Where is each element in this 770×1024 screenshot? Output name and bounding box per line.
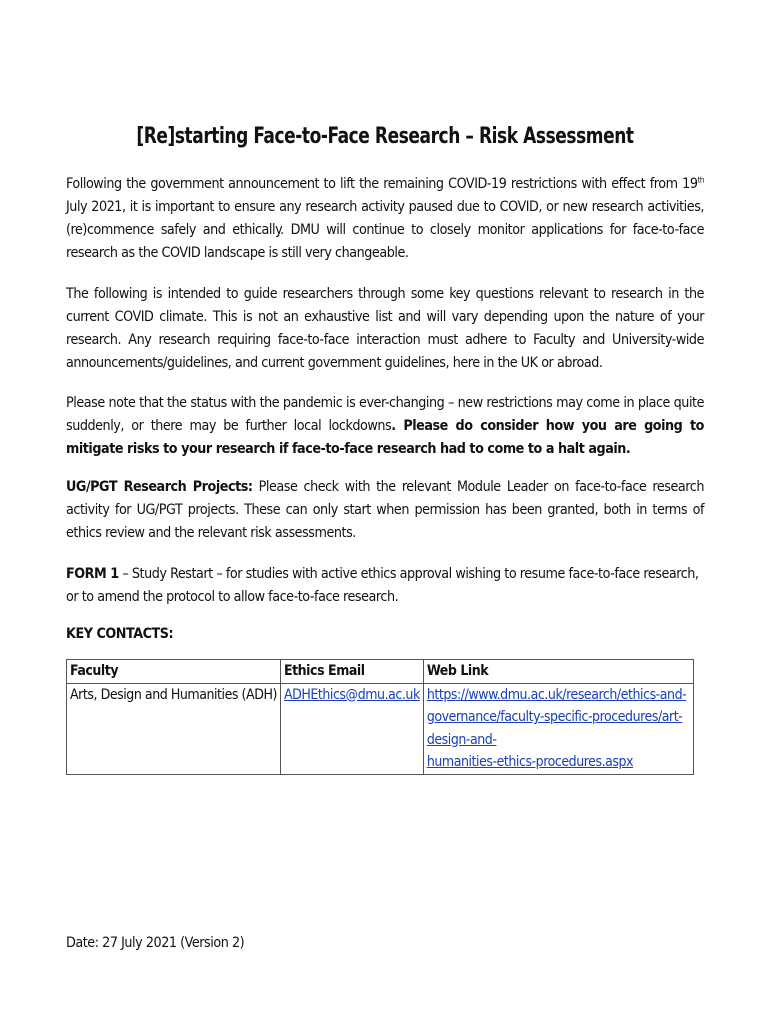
- intro-text-part1: Following the government announcement to lift the remaining COVID-19 restrictions with effect from 19: [66, 176, 698, 192]
- ug-pgt-text: Please check with the relevant Module Leader on face-to-face research activity for UG/PGT projects. These can only start when permission has been granted, both in terms of ethics review and the relevant risk assessments.: [66, 479, 704, 541]
- key-contacts-heading: KEY CONTACTS:: [66, 626, 174, 642]
- header-ethics-email: Ethics Email: [280, 660, 423, 684]
- key-contacts-heading-wrap: [66, 623, 704, 646]
- web-link-line-2: governance/faculty-specific-procedures/art-design-and-: [426, 709, 683, 748]
- table-header-row: [67, 660, 694, 684]
- form1-paragraph: [66, 563, 704, 609]
- footer-date: Date: 27 July 2021 (Version 2): [66, 935, 245, 951]
- web-link-line-3: humanities-ethics-procedures.aspx: [426, 754, 634, 770]
- form1-label: FORM 1: [66, 566, 119, 582]
- ethics-email-link[interactable]: ADHEthics@dmu.ac.uk: [283, 686, 420, 703]
- header-faculty: Faculty: [67, 660, 281, 684]
- intro-superscript: th: [697, 175, 704, 185]
- pandemic-note-paragraph: [66, 392, 704, 461]
- intro-text-part2: July 2021, it is important to ensure any research activity paused due to COVID, or new research activities, (re)commence safely and ethically. DMU will continue to closely monitor applications for face-to-face research as the COVID landscape is still very changeable.: [66, 199, 704, 261]
- guidance-text: The following is intended to guide researchers through some key questions relevant to research in the current COVID climate. This is not an exhaustive list and will vary depending upon the nature of your research. Any research requiring face-to-face interaction must adhere to Faculty and University-wide announcements/guidelines, and current government guidelines, here in the UK or abroad.: [66, 286, 704, 371]
- pandemic-note-text: Please note that the status with the pandemic is ever-changing – new restrictions may come in place quite suddenly, or there may be further local lockdowns: [66, 395, 704, 434]
- cell-ethics-email: [280, 683, 423, 774]
- ug-pgt-label: UG/PGT Research Projects:: [66, 479, 253, 495]
- web-link[interactable]: [427, 687, 686, 771]
- cell-faculty: Arts, Design and Humanities (ADH): [67, 683, 281, 774]
- ug-pgt-paragraph: [66, 476, 704, 545]
- key-contacts-table: [66, 659, 694, 775]
- table-row: [67, 683, 694, 774]
- page-title: [Re]starting Face-to-Face Research – Risk Assessment: [136, 124, 634, 149]
- header-web-link: Web Link: [423, 660, 693, 684]
- intro-paragraph: [66, 173, 704, 265]
- web-link-line-1: https://www.dmu.ac.uk/research/ethics-and-: [426, 686, 687, 703]
- form1-text: – Study Restart – for studies with active ethics approval wishing to resume face-to-face research, or to amend the protocol to allow face-to-face research.: [66, 566, 699, 605]
- pandemic-note-bold: . Please do consider how you are going to mitigate risks to your research if face-to-face research had to come to a halt again.: [66, 418, 704, 457]
- guidance-paragraph: [66, 283, 704, 375]
- cell-web-link: [423, 683, 693, 774]
